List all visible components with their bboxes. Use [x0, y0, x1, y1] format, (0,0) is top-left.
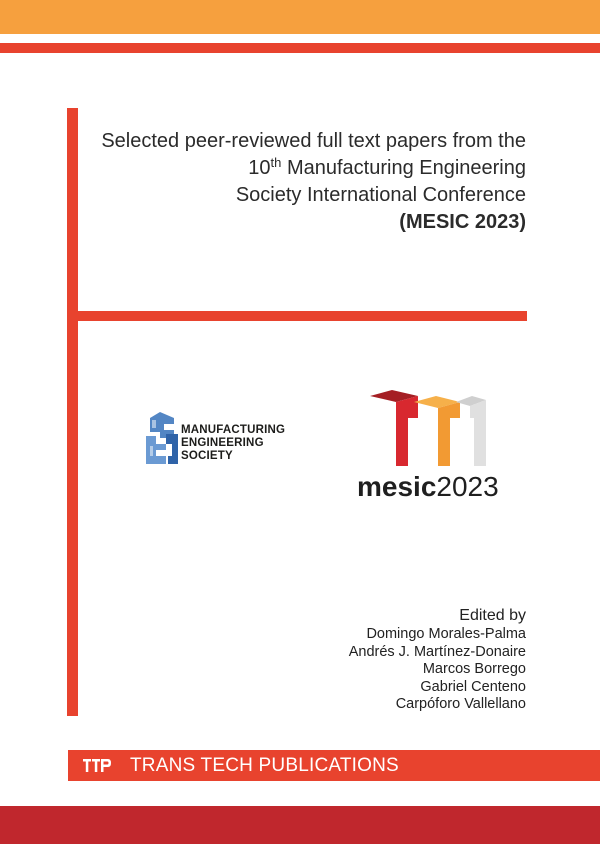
- society-line-1: MANUFACTURING: [181, 424, 286, 436]
- title-line-2: [90, 155, 526, 182]
- mesic-wordmark: [357, 470, 499, 504]
- mesic-year: 2023: [436, 471, 499, 502]
- title-edition-number: 10: [248, 157, 271, 179]
- publisher-name: TRANS TECH PUBLICATIONS: [130, 755, 399, 776]
- ttp-logo-icon: [83, 757, 111, 774]
- mesic-word: mesic: [357, 471, 437, 502]
- bottom-dark-red-band: [0, 806, 600, 844]
- top-orange-band: [0, 0, 600, 34]
- editor-name: Gabriel Centeno: [420, 678, 526, 695]
- editor-name: Andrés J. Martínez-Donaire: [348, 643, 526, 660]
- title-line-1: Selected peer-reviewed full text papers from the: [101, 130, 526, 152]
- society-line-3: SOCIETY: [181, 450, 233, 462]
- editor-name: Marcos Borrego: [422, 661, 526, 677]
- top-red-stripe: [0, 43, 600, 53]
- society-name: [181, 424, 285, 463]
- vertical-red-bar: [67, 108, 78, 716]
- horizontal-red-bar: [78, 311, 527, 321]
- title-line-4: (MESIC 2023): [399, 211, 526, 233]
- editors-heading: Edited by: [459, 607, 526, 624]
- editor-name: Carpóforo Vallellano: [395, 696, 526, 712]
- mesic-m-icon: [368, 388, 488, 468]
- title-line-3: Society International Conference: [235, 184, 526, 206]
- book-title: [90, 128, 526, 236]
- editors-block: [300, 606, 526, 714]
- society-line-2: ENGINEERING: [181, 437, 264, 449]
- title-line-2-text: Manufacturing Engineering: [281, 157, 526, 179]
- title-edition-suffix: th: [270, 155, 282, 170]
- editor-name: Domingo Morales-Palma: [366, 626, 526, 642]
